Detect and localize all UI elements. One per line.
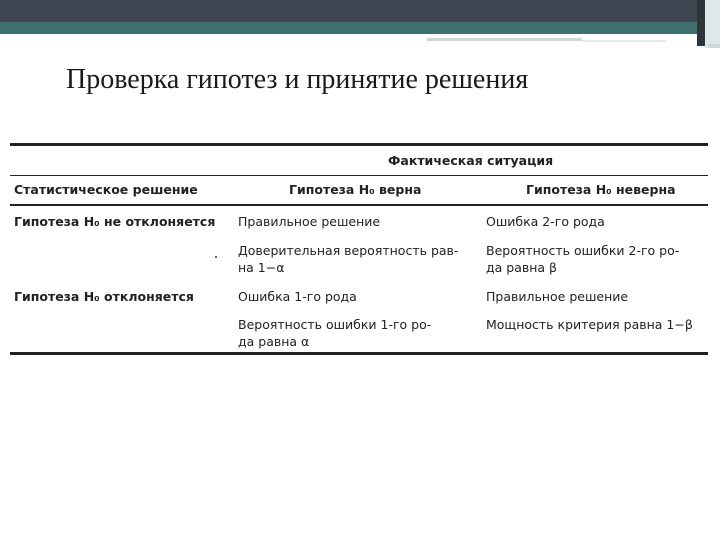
table-rule-top: [10, 143, 708, 146]
h0-false-cell: да равна β: [486, 260, 558, 275]
h0-true-cell: Ошибка 1-го рода: [238, 289, 357, 304]
slide-title: Проверка гипотез и принятие решения: [66, 64, 529, 95]
table-group-header: Фактическая ситуация: [388, 153, 554, 168]
decorative-line: [582, 40, 666, 42]
h0-true-cell: на 1−α: [238, 260, 285, 275]
decision-cell: Гипотеза H₀ не отклоняется: [14, 214, 216, 229]
top-bar-accent: [0, 22, 720, 34]
h0-true-cell: Доверительная вероятность рав-: [238, 243, 459, 258]
table-rule: [10, 204, 708, 206]
corner-decoration-dark: [697, 0, 705, 46]
h0-false-cell: Ошибка 2-го рода: [486, 214, 605, 229]
h0-false-cell: Мощность критерия равна 1−β: [486, 317, 693, 332]
top-bar: [0, 0, 720, 22]
corner-decoration-light: [705, 0, 720, 48]
decorative-line: [427, 38, 582, 41]
h0-true-cell: Правильное решение: [238, 214, 381, 229]
stray-dot: [215, 256, 217, 258]
h0-true-cell: Вероятность ошибки 1-го ро-: [238, 317, 432, 332]
decision-cell: Гипотеза H₀ отклоняется: [14, 289, 194, 304]
h0-false-cell: Вероятность ошибки 2-го ро-: [486, 243, 680, 258]
column-header-decision: Статистическое решение: [14, 182, 198, 197]
table-rule: [10, 175, 708, 176]
decision-table: [10, 143, 708, 355]
h0-false-cell: Правильное решение: [486, 289, 629, 304]
h0-true-cell: да равна α: [238, 334, 310, 349]
column-header-h0-false: Гипотеза H₀ неверна: [526, 182, 676, 197]
column-header-h0-true: Гипотеза H₀ верна: [289, 182, 422, 197]
corner-decoration-light: [708, 44, 720, 48]
table-rule-bottom: [10, 352, 708, 355]
